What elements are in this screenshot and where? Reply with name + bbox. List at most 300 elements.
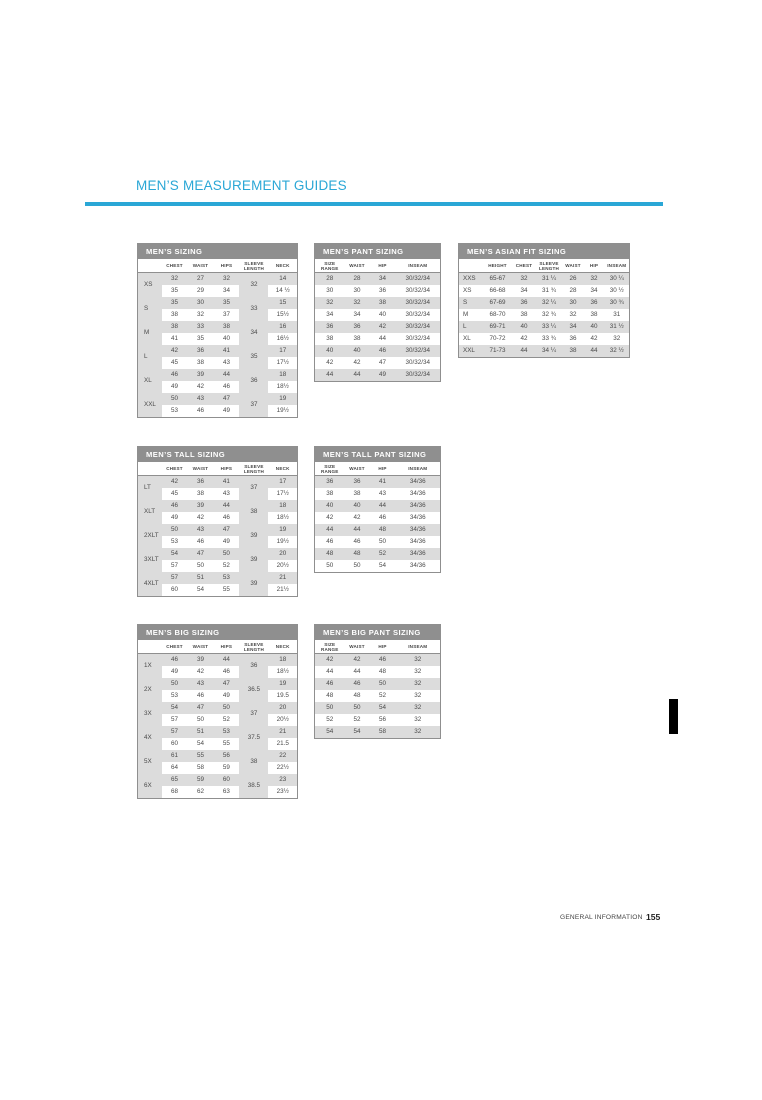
table-cell: 36: [315, 476, 345, 489]
table-row: [138, 762, 298, 774]
table-cell: 46: [162, 500, 188, 512]
table-cell: 46: [162, 369, 188, 381]
size-label: S: [138, 297, 162, 321]
table-cell: 51: [187, 572, 213, 584]
table-cell: 28: [345, 273, 370, 286]
table-row: [315, 678, 441, 690]
table-title: MEN’S TALL SIZING: [138, 447, 298, 463]
table-cell: 46: [222, 383, 230, 390]
table-cell: L: [459, 321, 483, 333]
table-cell: 38: [196, 490, 204, 497]
table-row: [138, 750, 298, 762]
table-cell: 15½: [276, 311, 289, 318]
table-row: [315, 476, 441, 489]
table-cell: 32: [213, 273, 239, 286]
table-cell: 50: [353, 562, 361, 569]
column-header: SLEEVE LENGTH: [239, 259, 268, 273]
table-cell: 18½: [276, 668, 289, 675]
table-cell: XXS: [459, 273, 483, 286]
table-cell: 38: [213, 321, 239, 333]
table-row: [138, 584, 298, 597]
table-cell: 34: [590, 287, 598, 294]
table-cell: 63: [222, 788, 230, 795]
table-cell: 38: [353, 335, 361, 342]
table-row: [138, 726, 298, 738]
table-cell: 17½: [276, 359, 289, 366]
size-label: L: [138, 345, 162, 369]
size-label: XL: [138, 369, 162, 393]
table-row: [315, 536, 441, 548]
table-row: [138, 345, 298, 357]
table-cell: 21½: [276, 586, 289, 593]
table-cell: 30/32/34: [405, 359, 430, 366]
table-cell: 38: [520, 311, 528, 318]
table-row: [315, 524, 441, 536]
table-row: [138, 524, 298, 536]
table-cell: 39: [187, 369, 213, 381]
table-cell: 70-72: [489, 335, 506, 342]
sleeve-length-cell: 36: [239, 654, 268, 679]
sleeve-length-cell: 32: [239, 273, 268, 298]
column-header: CHEST: [162, 462, 188, 476]
table-row: [138, 572, 298, 584]
table-row: [315, 560, 441, 573]
table-cell: 34/36: [396, 548, 441, 560]
table-cell: 33 ¾: [541, 335, 556, 342]
sleeve-length-cell: 39: [239, 524, 268, 548]
table-cell: 64: [170, 764, 178, 771]
table-row: [138, 786, 298, 799]
table-row: [138, 654, 298, 667]
table-cell: 29: [196, 287, 204, 294]
table-row: [315, 714, 441, 726]
column-header: SIZE RANGE: [315, 462, 345, 476]
table-cell: 58: [196, 764, 204, 771]
table-cell: 35: [170, 287, 178, 294]
table-cell: XS: [463, 287, 472, 294]
table-row: [138, 738, 298, 750]
table-cell: 53: [213, 726, 239, 738]
table-cell: 19½: [276, 538, 289, 545]
table-cell: 42: [315, 654, 345, 667]
table-cell: 32: [414, 716, 422, 723]
table-cell: 44: [345, 524, 370, 536]
footer-section-label: GENERAL INFORMATION: [560, 914, 643, 921]
table-cell: 48: [370, 524, 396, 536]
table-cell: 68: [170, 788, 178, 795]
column-header: HEIGHT: [483, 259, 513, 273]
table-cell: 59: [222, 764, 230, 771]
table-cell: 46: [162, 654, 188, 667]
table-row: [138, 369, 298, 381]
table-cell: 49: [370, 369, 396, 382]
sleeve-length-cell: 37: [239, 476, 268, 501]
table-cell: 36: [513, 297, 536, 309]
table-cell: XXL: [459, 345, 483, 358]
table-cell: 51: [187, 726, 213, 738]
table-row: [138, 357, 298, 369]
table-cell: 31 ¼: [536, 273, 563, 286]
table-row: [315, 488, 441, 500]
table-cell: 38: [326, 335, 334, 342]
sleeve-length-cell: 37: [239, 393, 268, 418]
table-cell: 36: [315, 321, 345, 333]
column-header: WAIST: [345, 640, 370, 654]
table-row: [459, 297, 630, 309]
table-cell: 55: [187, 750, 213, 762]
table-cell: 30 ½: [609, 287, 624, 294]
size-label: 3X: [138, 702, 162, 726]
table-cell: 19: [268, 393, 297, 405]
table-title: MEN’S ASIAN FIT SIZING: [459, 244, 630, 260]
table-cell: 59: [187, 774, 213, 786]
table-cell: 34: [563, 321, 584, 333]
table-cell: 19.5: [276, 692, 289, 699]
table-cell: 30: [187, 297, 213, 309]
table-cell: 52: [222, 562, 230, 569]
column-header: WAIST: [187, 640, 213, 654]
table-cell: 46: [222, 514, 230, 521]
table-cell: 49: [170, 383, 178, 390]
table-row: [459, 309, 630, 321]
table-cell: 46: [196, 407, 204, 414]
column-header: SLEEVE LENGTH: [239, 462, 268, 476]
table-row: [138, 405, 298, 418]
table-row: [459, 345, 630, 358]
table-cell: 48: [353, 692, 361, 699]
table-cell: 52: [353, 716, 361, 723]
table-cell: 30/32/34: [396, 297, 441, 309]
table-cell: 36: [187, 476, 213, 489]
table-cell: 32 ¼: [536, 297, 563, 309]
table-row: [315, 666, 441, 678]
table-cell: 57: [170, 562, 178, 569]
table-cell: 20: [268, 702, 297, 714]
table-cell: 34: [353, 311, 361, 318]
table-row: [138, 548, 298, 560]
table-title: MEN’S BIG PANT SIZING: [315, 625, 441, 641]
table-cell: 60: [213, 774, 239, 786]
column-header: CHEST: [162, 259, 188, 273]
table-cell: 58: [370, 726, 396, 739]
table-cell: 15: [268, 297, 297, 309]
column-header: WAIST: [187, 259, 213, 273]
table-cell: 32: [196, 311, 204, 318]
table-cell: 32 ¾: [541, 311, 556, 318]
table-row: [138, 476, 298, 489]
column-header: SLEEVE LENGTH: [239, 640, 268, 654]
table-cell: 56: [378, 716, 386, 723]
table-cell: 44: [370, 500, 396, 512]
mens-big-pant-sizing-table: [314, 624, 441, 739]
table-cell: 48: [326, 692, 334, 699]
table-cell: 50: [162, 393, 188, 405]
table-cell: 62: [196, 788, 204, 795]
table-row: [459, 273, 630, 286]
size-label: 1X: [138, 654, 162, 679]
table-cell: 36: [345, 476, 370, 489]
table-cell: 43: [187, 678, 213, 690]
table-cell: 54: [162, 702, 188, 714]
table-row: [315, 333, 441, 345]
table-cell: 50: [315, 702, 345, 714]
column-header: [138, 640, 162, 654]
table-cell: 56: [213, 750, 239, 762]
table-cell: 18½: [276, 514, 289, 521]
table-row: [315, 512, 441, 524]
column-header: NECK: [268, 462, 297, 476]
table-cell: 30/32/34: [405, 311, 430, 318]
table-row: [138, 285, 298, 297]
table-cell: 34: [222, 287, 230, 294]
table-cell: 36: [584, 297, 605, 309]
table-row: [315, 273, 441, 286]
size-label: LT: [138, 476, 162, 501]
table-cell: 42: [196, 383, 204, 390]
table-cell: 30: [353, 287, 361, 294]
table-row: [138, 560, 298, 572]
column-header: CHEST: [513, 259, 536, 273]
table-cell: 38: [353, 490, 361, 497]
table-cell: 66-68: [489, 287, 506, 294]
size-label: XXL: [138, 393, 162, 418]
table-cell: 27: [187, 273, 213, 286]
table-cell: 53: [170, 538, 178, 545]
column-header: HIP: [370, 259, 396, 273]
table-cell: 40: [315, 345, 345, 357]
table-cell: 30: [326, 287, 334, 294]
table-cell: 48: [378, 668, 386, 675]
table-cell: 14: [268, 273, 297, 286]
size-label: 6X: [138, 774, 162, 799]
mens-pant-sizing-table: [314, 243, 441, 382]
table-row: [315, 369, 441, 382]
table-cell: 47: [187, 702, 213, 714]
table-cell: 54: [196, 740, 204, 747]
table-cell: 50: [213, 702, 239, 714]
table-cell: 34/36: [409, 490, 426, 497]
table-cell: 44: [378, 335, 386, 342]
table-cell: 42: [326, 359, 334, 366]
table-cell: 42: [162, 345, 188, 357]
table-cell: 19½: [276, 407, 289, 414]
table-cell: 33: [187, 321, 213, 333]
size-label: 2X: [138, 678, 162, 702]
table-row: [138, 309, 298, 321]
table-title: MEN’S PANT SIZING: [315, 244, 441, 260]
table-cell: 40: [513, 321, 536, 333]
column-header: WAIST: [187, 462, 213, 476]
column-header: [138, 259, 162, 273]
column-header: WAIST: [345, 259, 370, 273]
table-cell: 44: [584, 345, 605, 358]
table-cell: 21.5: [276, 740, 289, 747]
table-cell: 40: [345, 500, 370, 512]
table-cell: 54: [345, 726, 370, 739]
table-cell: 54: [315, 726, 345, 739]
table-row: [315, 309, 441, 321]
table-cell: 17: [268, 345, 297, 357]
table-row: [138, 690, 298, 702]
table-cell: 67-69: [483, 297, 513, 309]
table-row: [138, 774, 298, 786]
table-cell: 42: [353, 359, 361, 366]
sleeve-length-cell: 38.5: [239, 774, 268, 799]
page-title: MEN’S MEASUREMENT GUIDES: [136, 178, 347, 193]
table-cell: 44: [213, 654, 239, 667]
table-cell: 17: [268, 476, 297, 489]
table-cell: 32: [315, 297, 345, 309]
table-cell: 30/32/34: [396, 273, 441, 286]
table-cell: 46: [315, 678, 345, 690]
table-cell: 30 ¼: [605, 273, 630, 286]
table-title: MEN’S BIG SIZING: [138, 625, 298, 641]
size-label: 3XLT: [138, 548, 162, 572]
table-cell: 54: [196, 586, 204, 593]
table-cell: 21: [268, 572, 297, 584]
table-cell: 23½: [276, 788, 289, 795]
table-cell: 20½: [276, 562, 289, 569]
table-cell: 31: [613, 311, 621, 318]
table-row: [138, 536, 298, 548]
table-cell: 57: [170, 716, 178, 723]
table-cell: 50: [213, 548, 239, 560]
column-header: SIZE RANGE: [315, 640, 345, 654]
table-cell: 65: [162, 774, 188, 786]
table-cell: 21: [268, 726, 297, 738]
table-row: [138, 488, 298, 500]
table-cell: 23: [268, 774, 297, 786]
table-cell: 42: [196, 514, 204, 521]
table-cell: 38: [196, 359, 204, 366]
column-header: SIZE RANGE: [315, 259, 345, 273]
table-cell: 18: [268, 654, 297, 667]
table-cell: 52: [326, 716, 334, 723]
table-cell: 52: [222, 716, 230, 723]
table-cell: 38: [162, 321, 188, 333]
table-cell: 14 ½: [275, 287, 290, 294]
table-cell: 31 ½: [605, 321, 630, 333]
table-cell: 32: [569, 311, 577, 318]
table-cell: 16½: [276, 335, 289, 342]
table-cell: 43: [222, 359, 230, 366]
table-cell: 38: [326, 490, 334, 497]
table-cell: 32: [513, 273, 536, 286]
sleeve-length-cell: 34: [239, 321, 268, 345]
table-cell: 44: [326, 668, 334, 675]
table-cell: 50: [162, 524, 188, 536]
table-cell: M: [463, 311, 469, 318]
column-header: HIP: [370, 640, 396, 654]
table-cell: 38: [590, 311, 598, 318]
size-label: 5X: [138, 750, 162, 774]
table-cell: 42: [326, 514, 334, 521]
column-header: INSEAM: [396, 259, 441, 273]
table-cell: 37: [222, 311, 230, 318]
table-cell: 43: [187, 393, 213, 405]
sleeve-length-cell: 36: [239, 369, 268, 393]
mens-tall-pant-sizing-table: [314, 446, 441, 573]
table-cell: 50: [378, 538, 386, 545]
sleeve-length-cell: 39: [239, 548, 268, 572]
table-cell: 53: [170, 692, 178, 699]
sleeve-length-cell: 35: [239, 345, 268, 369]
table-cell: 41: [370, 476, 396, 489]
table-cell: 60: [170, 740, 178, 747]
sleeve-length-cell: 39: [239, 572, 268, 597]
column-header: NECK: [268, 259, 297, 273]
table-cell: 48: [315, 548, 345, 560]
sleeve-length-cell: 38: [239, 500, 268, 524]
table-cell: 49: [222, 692, 230, 699]
size-label: XS: [138, 273, 162, 298]
table-cell: 50: [345, 702, 370, 714]
table-row: [138, 714, 298, 726]
table-cell: 38: [370, 297, 396, 309]
table-row: [315, 285, 441, 297]
table-cell: 53: [213, 572, 239, 584]
table-cell: 44: [315, 524, 345, 536]
table-cell: 45: [170, 490, 178, 497]
table-cell: 61: [162, 750, 188, 762]
column-header: SLEEVE LENGTH: [536, 259, 563, 273]
table-cell: 30 ¾: [605, 297, 630, 309]
table-cell: 46: [378, 514, 386, 521]
table-cell: 20½: [276, 716, 289, 723]
table-row: [138, 666, 298, 678]
table-row: [315, 297, 441, 309]
table-cell: 49: [222, 538, 230, 545]
table-cell: 32: [345, 297, 370, 309]
table-cell: 31 ¾: [541, 287, 556, 294]
table-cell: 49: [222, 407, 230, 414]
table-cell: 30/32/34: [396, 321, 441, 333]
table-cell: 47: [187, 548, 213, 560]
table-cell: 47: [213, 678, 239, 690]
table-row: [138, 321, 298, 333]
table-cell: 34/36: [409, 514, 426, 521]
table-cell: 30/32/34: [396, 369, 441, 382]
table-cell: 16: [268, 321, 297, 333]
table-cell: S: [459, 297, 483, 309]
table-cell: 18: [268, 369, 297, 381]
table-cell: 57: [162, 572, 188, 584]
table-cell: 46: [196, 538, 204, 545]
table-cell: 43: [378, 490, 386, 497]
table-cell: 50: [162, 678, 188, 690]
table-cell: 40: [315, 500, 345, 512]
table-cell: 17½: [276, 490, 289, 497]
table-cell: 34: [520, 287, 528, 294]
table-cell: 32: [396, 726, 441, 739]
table-cell: 46: [196, 692, 204, 699]
table-cell: 52: [378, 692, 386, 699]
table-cell: 71-73: [483, 345, 513, 358]
column-header: HIP: [370, 462, 396, 476]
table-cell: 34 ¼: [536, 345, 563, 358]
table-cell: 42: [590, 335, 598, 342]
size-label: 4X: [138, 726, 162, 750]
table-row: [138, 500, 298, 512]
table-title: MEN’S SIZING: [138, 244, 298, 260]
mens-big-sizing-table: [137, 624, 298, 799]
table-row: [138, 381, 298, 393]
table-cell: 32 ½: [605, 345, 630, 358]
table-row: [315, 726, 441, 739]
table-cell: 50: [196, 716, 204, 723]
table-cell: 44: [213, 369, 239, 381]
table-cell: 46: [326, 538, 334, 545]
